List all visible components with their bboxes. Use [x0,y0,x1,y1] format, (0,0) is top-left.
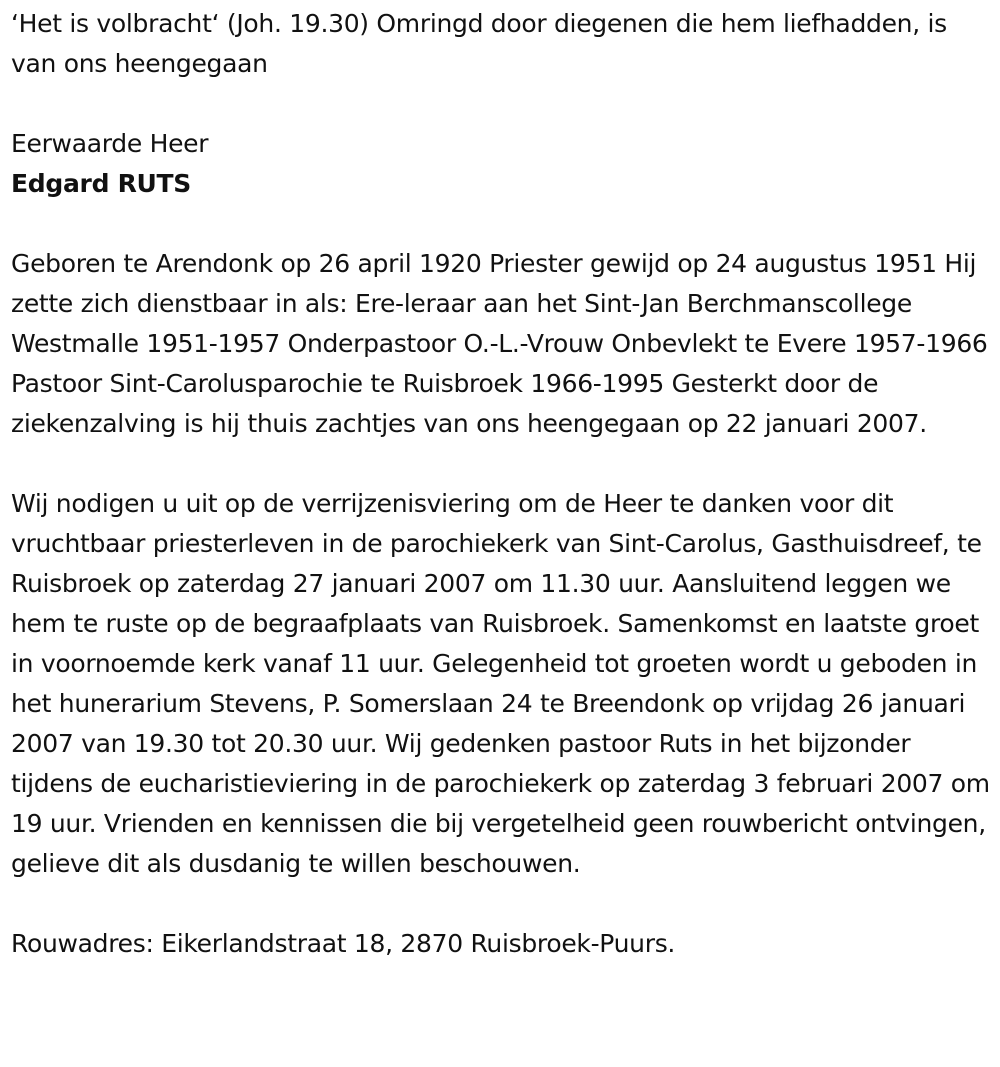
spacer [11,84,991,124]
spacer [11,444,991,484]
death-notice [11,4,991,964]
opening-quote: ‘Het is volbracht‘ (Joh. 19.30) Omringd door diegenen die hem liefhadden, is van ons heengegaan [11,9,947,78]
spacer [11,204,991,244]
biography-paragraph: Geboren te Arendonk op 26 april 1920 Priester gewijd op 24 augustus 1951 Hij zette zich dienstbaar in als: Ere-leraar aan het Sint-Jan Berchmanscollege Westmalle 1951-1957 Onderpastoor O.-L.-Vrouw Onbevlekt te Evere 1957-1966 Pastoor Sint-Carolusparochie te Ruisbroek 1966-1995 Gesterkt door de ziekenzalving is hij thuis zachtjes van ons heengegaan op 22 januari 2007. [11,249,988,438]
mourning-address: Rouwadres: Eikerlandstraat 18, 2870 Ruisbroek-Puurs. [11,929,676,958]
honorific: Eerwaarde Heer [11,129,209,158]
deceased-name: Edgard RUTS [11,169,191,198]
spacer [11,884,991,924]
invitation-paragraph: Wij nodigen u uit op de verrijzenisviering om de Heer te danken voor dit vruchtbaar priesterleven in de parochiekerk van Sint-Carolus, Gasthuisdreef, te Ruisbroek op zaterdag 27 januari 2007 om 11.30 uur. Aansluitend leggen we hem te ruste op de begraafplaats van Ruisbroek. Samenkomst en laatste groet in voornoemde kerk vanaf 11 uur. Gelegenheid tot groeten wordt u geboden in het hunerarium Stevens, P. Somerslaan 24 te Breendonk op vrijdag 26 januari 2007 van 19.30 tot 20.30 uur. Wij gedenken pastoor Ruts in het bijzonder tijdens de eucharistieviering in de parochiekerk op zaterdag 3 februari 2007 om 19 uur. Vrienden en kennissen die bij vergetelheid geen rouwbericht ontvingen, gelieve dit als dusdanig te willen beschouwen. [11,489,990,878]
